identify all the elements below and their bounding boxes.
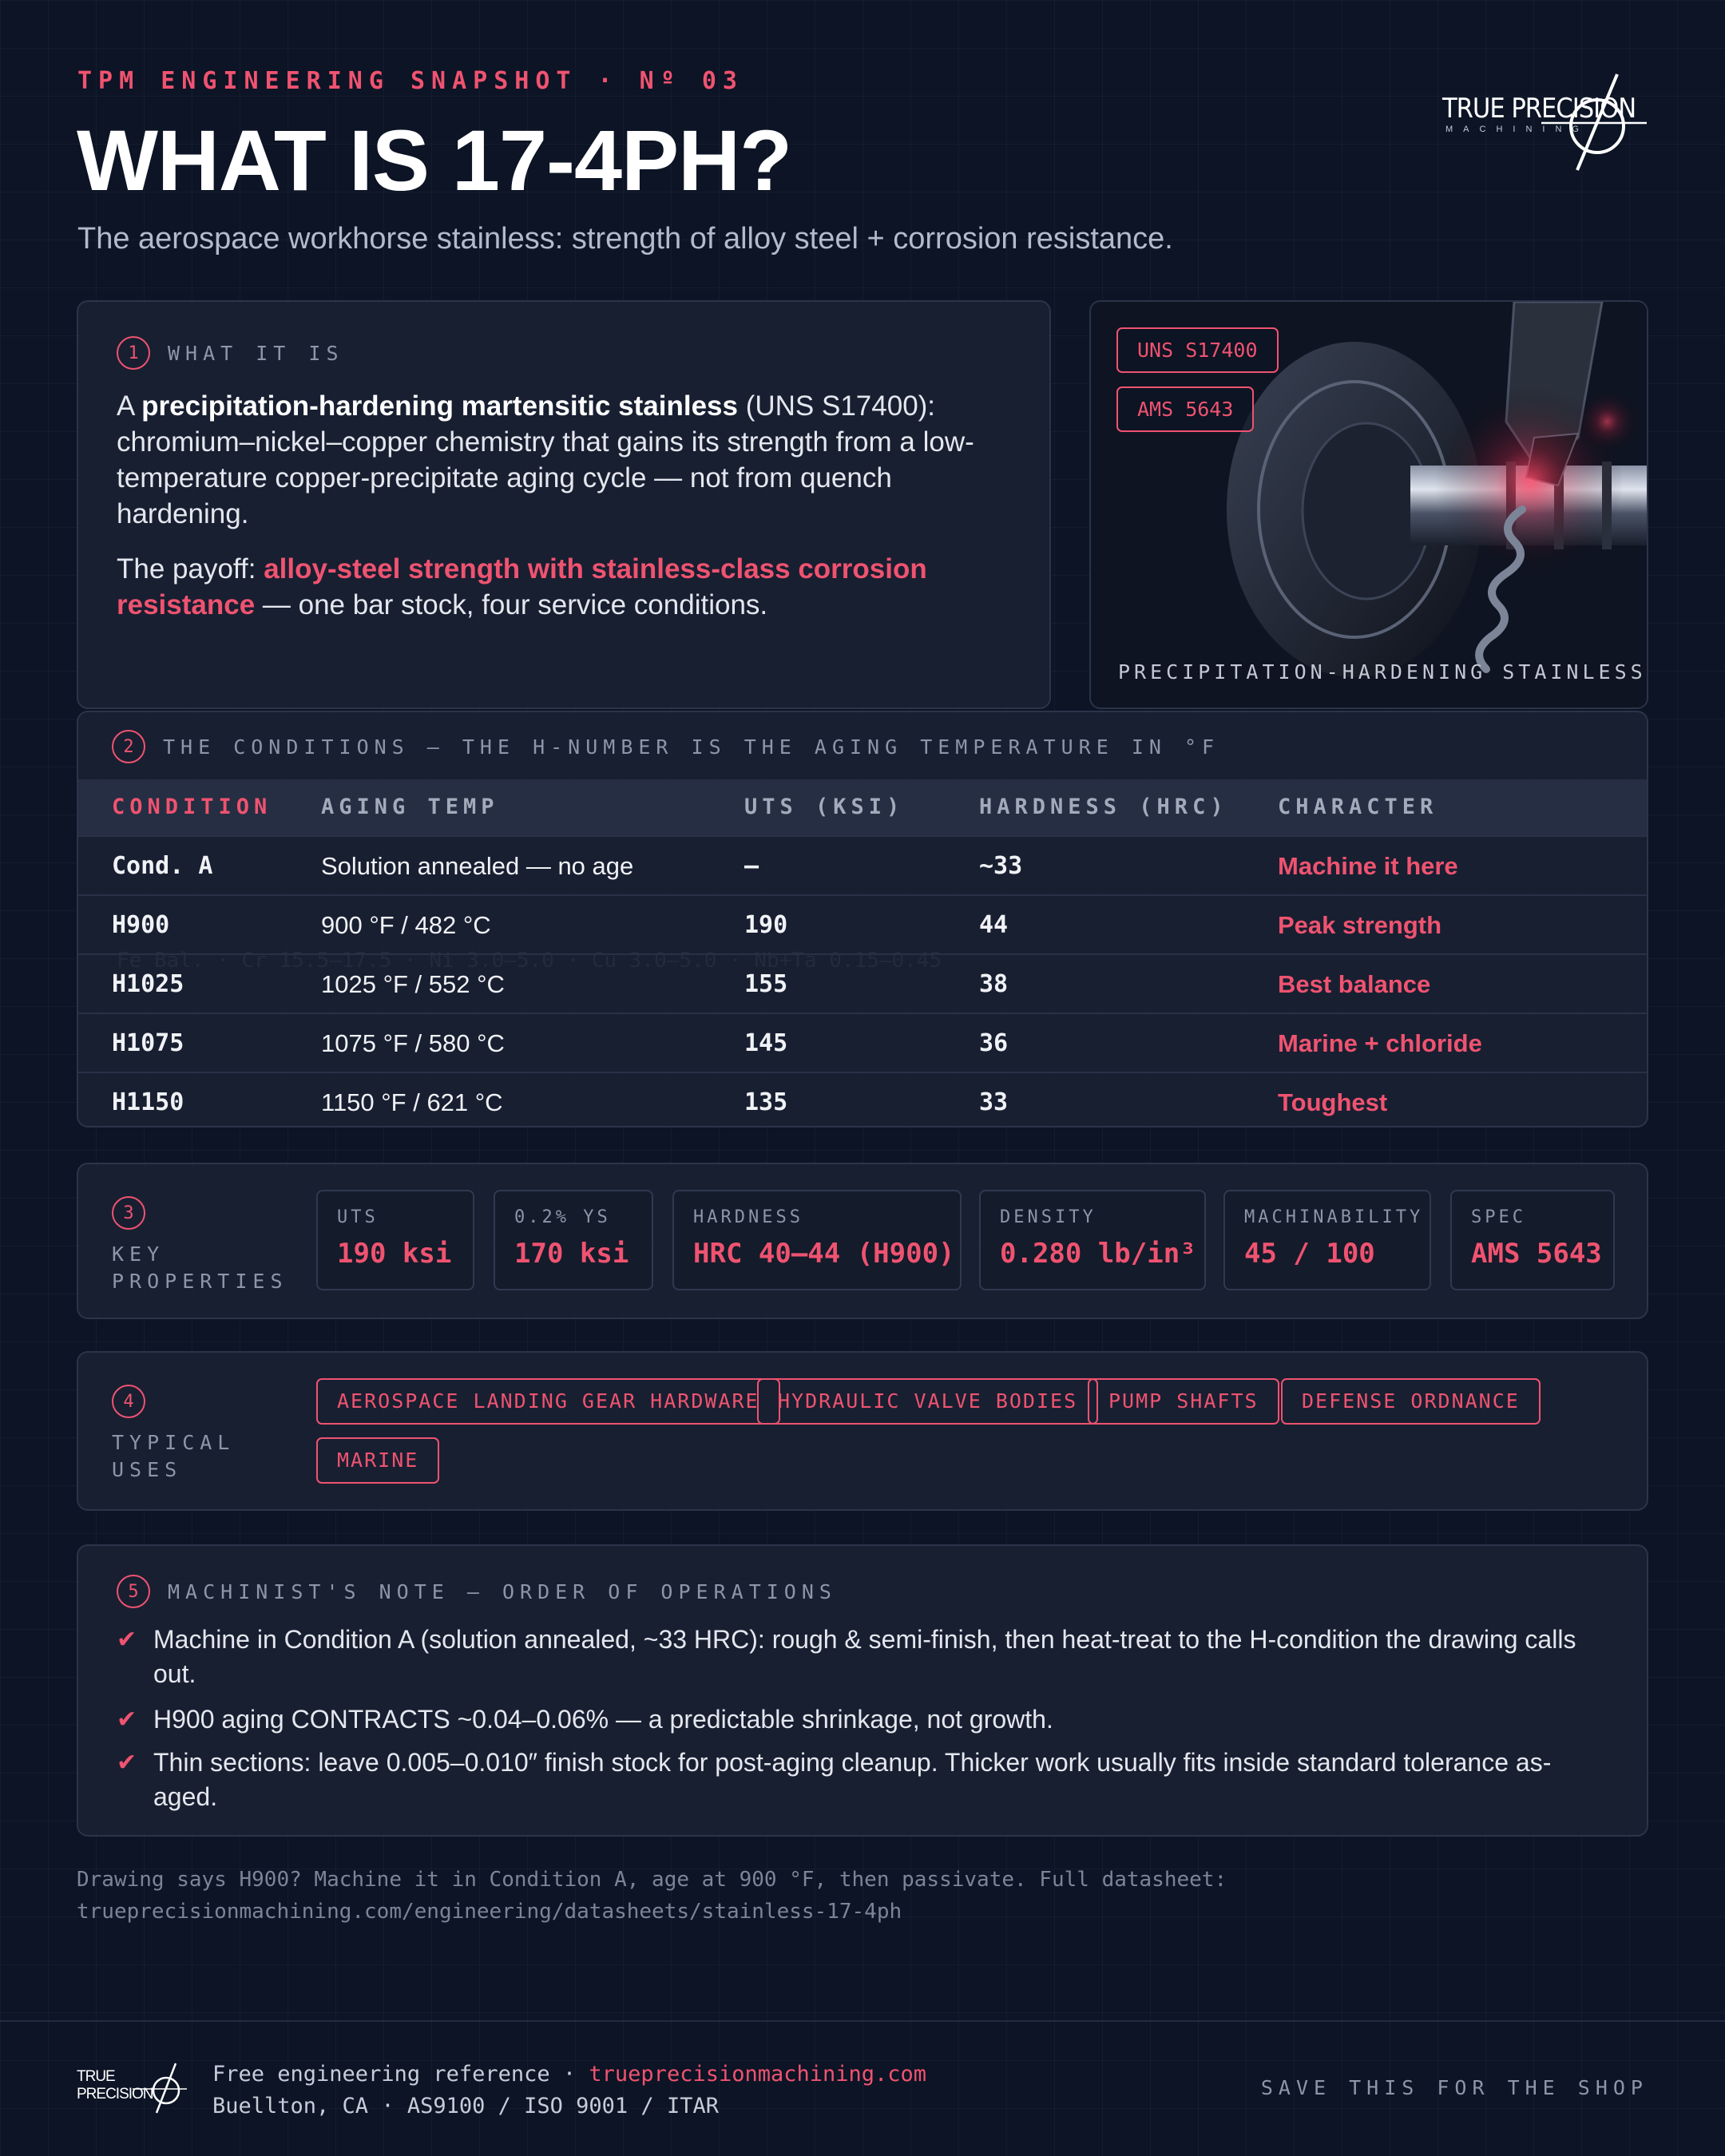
cell-character: Peak strength	[1278, 911, 1442, 939]
footer-logo-name: TRUE PRECISION	[77, 2068, 153, 2102]
section-label	[112, 1429, 235, 1484]
page-subtitle: The aerospace workhorse stainless: strength of alloy steel + corrosion resistance.	[77, 222, 1173, 256]
use-tag: DEFENSE ORDNANCE	[1281, 1378, 1541, 1425]
payoff-prefix: The payoff:	[117, 553, 264, 585]
check-icon: ✔	[117, 1627, 137, 1653]
footer-divider	[0, 2020, 1725, 2022]
note-text: Machine in Condition A (solution annealed, ~33 HRC): rough & semi-finish, then heat-treat to the H-condition the drawing calls out.	[153, 1625, 1576, 1688]
use-tag: HYDRAULIC VALVE BODIES	[757, 1378, 1098, 1425]
footer-logo[interactable]	[77, 2060, 188, 2116]
definition-rest: (UNS S17400): chromium–nickel–copper chemistry that gains its strength from a low-temperature copper-precipitate aging cycle — not from quench hardening.	[117, 390, 974, 529]
machinist-note-panel	[77, 1544, 1648, 1837]
check-icon: ✔	[117, 1750, 137, 1776]
table-row	[78, 1013, 1647, 1072]
definition-bold: precipitation-hardening martensitic stainless	[141, 390, 738, 422]
cell-aging: 1025 °F / 552 °C	[321, 970, 505, 998]
section-label	[112, 1241, 288, 1295]
save-cta: SAVE THIS FOR THE SHOP	[1260, 2076, 1648, 2099]
ams-tag: AMS 5643	[1116, 386, 1254, 432]
cell-character: Toughest	[1278, 1088, 1388, 1116]
col-uts: UTS (KSI)	[744, 795, 905, 819]
footer-website-link[interactable]: trueprecisionmachining.com	[589, 2062, 927, 2087]
prop-label: HARDNESS	[693, 1207, 803, 1227]
definition-paragraph	[117, 388, 1003, 532]
footer-location: Buellton, CA · AS9100 / ISO 9001 / ITAR	[212, 2094, 719, 2118]
note-item	[117, 1623, 1594, 1691]
section-number: 2	[112, 730, 145, 763]
cell-hardness: ~33	[979, 852, 1023, 880]
cell-aging: 1075 °F / 580 °C	[321, 1029, 505, 1057]
label-line: USES	[112, 1458, 183, 1481]
table-row	[78, 894, 1647, 953]
cell-hardness: 44	[979, 911, 1009, 939]
brand-logo[interactable]	[1438, 70, 1653, 174]
prop-card-density	[979, 1190, 1206, 1290]
prop-value: 45 / 100	[1244, 1238, 1375, 1270]
prop-card-machinability	[1223, 1190, 1431, 1290]
cell-character: Marine + chloride	[1278, 1029, 1482, 1057]
typical-uses-panel	[77, 1351, 1648, 1511]
prop-label: 0.2% YS	[514, 1207, 611, 1227]
prop-card-ys	[494, 1190, 653, 1290]
prop-value: 170 ksi	[514, 1238, 629, 1270]
cell-uts: 145	[744, 1029, 788, 1057]
cell-uts: 190	[744, 911, 788, 939]
section-number: 5	[117, 1575, 150, 1608]
payoff-accent: alloy-steel strength with stainless-class corrosion resistance	[117, 553, 927, 620]
cell-aging: 900 °F / 482 °C	[321, 911, 491, 939]
col-character: CHARACTER	[1278, 795, 1438, 819]
cell-condition: H1025	[112, 970, 184, 998]
table-row	[78, 835, 1647, 894]
cell-character: Best balance	[1278, 970, 1431, 998]
datasheet-link[interactable]: trueprecisionmachining.com/engineering/datasheets/stainless-17-4ph	[77, 1900, 902, 1924]
lathe-image-panel	[1089, 300, 1648, 709]
note-text: Thin sections: leave 0.005–0.010″ finish stock for post-aging cleanup. Thicker work usually fits inside standard tolerance as-aged.	[153, 1748, 1552, 1811]
note-text: H900 aging CONTRACTS ~0.04–0.06% — a predictable shrinkage, not growth.	[153, 1705, 1053, 1734]
payoff-rest: — one bar stock, four service conditions.	[255, 589, 768, 620]
footer-reference	[212, 2062, 926, 2087]
prop-label: UTS	[337, 1207, 379, 1227]
prop-label: MACHINABILITY	[1244, 1207, 1424, 1227]
datasheet-footnote	[77, 1864, 1227, 1928]
table-row	[78, 1072, 1647, 1128]
cell-condition: H900	[112, 911, 170, 939]
note-item	[117, 1746, 1594, 1814]
cell-uts: 135	[744, 1088, 788, 1116]
prop-value: 0.280 lb/in³	[1000, 1238, 1196, 1270]
col-condition: CONDITION	[112, 795, 272, 819]
section-number: 1	[117, 336, 150, 370]
cell-hardness: 36	[979, 1029, 1009, 1057]
logo-sub: MACHINING	[1445, 125, 1589, 134]
prop-value: HRC 40–44 (H900)	[693, 1238, 955, 1270]
payoff-paragraph	[117, 551, 1003, 623]
uns-tag: UNS S17400	[1116, 327, 1279, 373]
cell-character: Machine it here	[1278, 852, 1458, 880]
section-label: MACHINIST'S NOTE — ORDER OF OPERATIONS	[168, 1579, 837, 1603]
cell-uts: –	[744, 852, 759, 880]
prop-label: SPEC	[1471, 1207, 1526, 1227]
footnote-text: Drawing says H900? Machine it in Condition A, age at 900 °F, then passivate. Full datasheet:	[77, 1868, 1227, 1892]
cell-condition: Cond. A	[112, 852, 213, 880]
prop-value: AMS 5643	[1471, 1238, 1602, 1270]
col-aging-temp: AGING TEMP	[321, 795, 499, 819]
cell-condition: H1150	[112, 1088, 184, 1116]
table-header	[78, 779, 1647, 835]
logo-name: TRUE PRECISION	[1442, 93, 1636, 125]
eyebrow: TPM ENGINEERING SNAPSHOT · Nº 03	[77, 67, 744, 95]
section-label: THE CONDITIONS — THE H-NUMBER IS THE AGING TEMPERATURE IN °F	[163, 735, 1220, 759]
cell-uts: 155	[744, 970, 788, 998]
cell-aging: 1150 °F / 621 °C	[321, 1088, 503, 1116]
definition-prefix: A	[117, 390, 142, 422]
image-caption: PRECIPITATION-HARDENING STAINLESS	[1118, 660, 1647, 684]
col-hardness: HARDNESS (HRC)	[979, 795, 1228, 819]
prop-card-uts	[316, 1190, 474, 1290]
label-line: PROPERTIES	[112, 1270, 288, 1293]
label-line: TYPICAL	[112, 1431, 236, 1454]
conditions-panel	[77, 711, 1648, 1128]
cell-hardness: 33	[979, 1088, 1009, 1116]
footer-prefix: Free engineering reference ·	[212, 2062, 589, 2087]
label-line: KEY	[112, 1242, 165, 1266]
cell-hardness: 38	[979, 970, 1009, 998]
cell-condition: H1075	[112, 1029, 184, 1057]
cell-aging: Solution annealed — no age	[321, 852, 634, 880]
section-number: 4	[112, 1385, 145, 1418]
table-row	[78, 953, 1647, 1013]
key-properties-panel	[77, 1163, 1648, 1319]
page-title: WHAT IS 17-4PH?	[77, 112, 792, 208]
section-number: 3	[112, 1196, 145, 1230]
note-item	[117, 1702, 1594, 1737]
prop-value: 190 ksi	[337, 1238, 452, 1270]
use-tag: MARINE	[316, 1437, 439, 1484]
check-icon: ✔	[117, 1706, 137, 1733]
what-it-is-panel	[77, 300, 1051, 709]
prop-card-spec	[1450, 1190, 1615, 1290]
prop-card-hardness	[672, 1190, 962, 1290]
prop-label: DENSITY	[1000, 1207, 1096, 1227]
use-tag: PUMP SHAFTS	[1088, 1378, 1279, 1425]
section-label: WHAT IT IS	[168, 341, 344, 365]
use-tag: AEROSPACE LANDING GEAR HARDWARE	[316, 1378, 780, 1425]
